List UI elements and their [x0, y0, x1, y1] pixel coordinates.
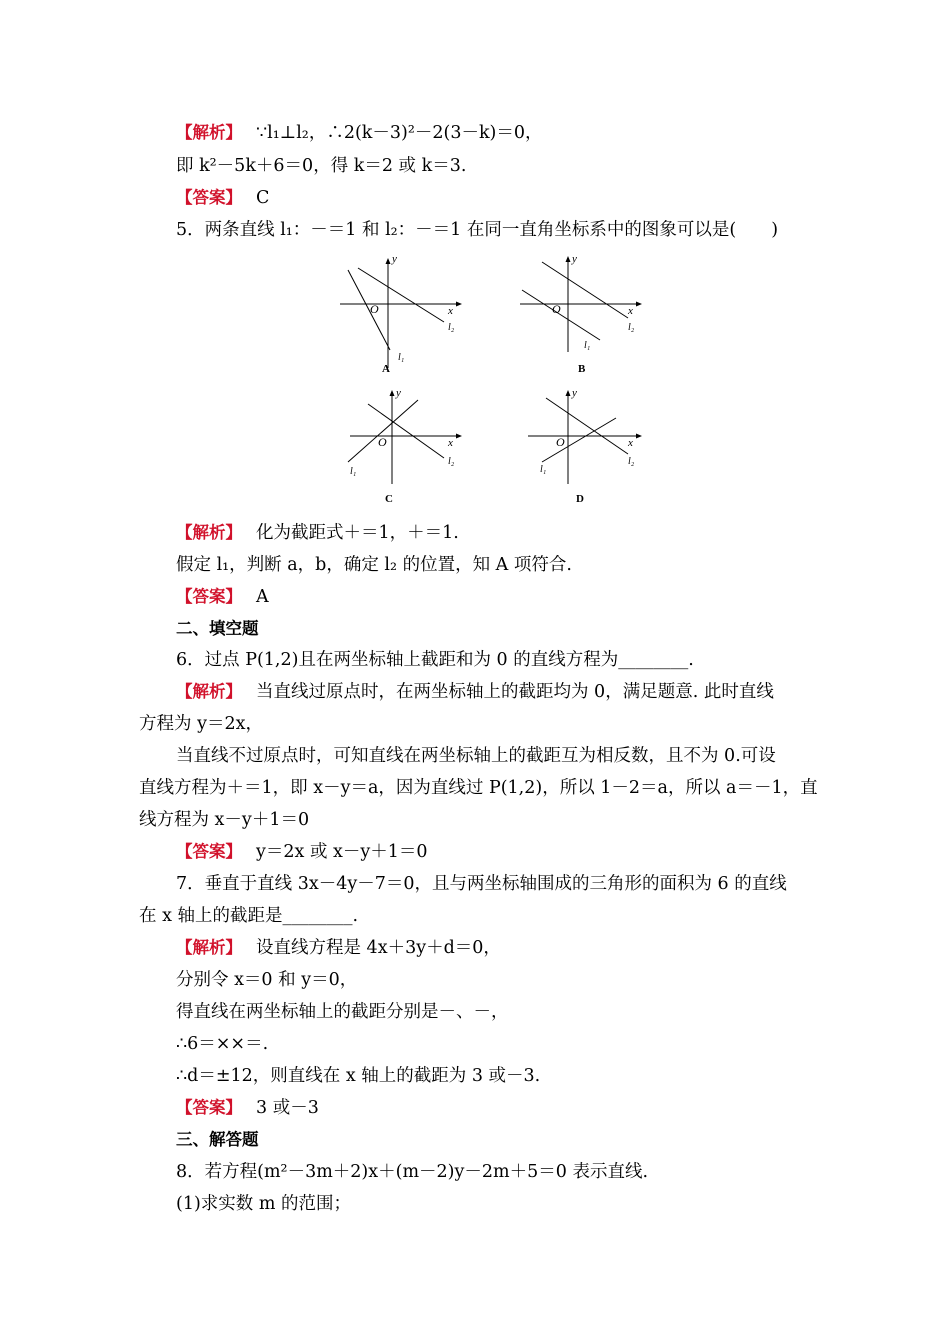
figure-option-c	[340, 382, 470, 511]
x-label: x	[448, 437, 453, 449]
q4-analysis-line-2: 即 k²－5k＋6＝0，得 k＝2 或 k＝3.	[176, 156, 467, 176]
y-label: y	[572, 253, 577, 265]
origin-label: O	[556, 435, 565, 449]
q6-answer-value: y＝2x 或 x－y＋1＝0	[256, 842, 428, 862]
q6-analysis-line-3: 当直线不过原点时，可知直线在两坐标轴上的截距互为相反数，且不为 0.可设	[176, 746, 776, 766]
answer-tag: 【答案】	[176, 188, 242, 207]
x-axis-arrow	[636, 302, 642, 307]
q5-stem: 5．两条直线 l₁：－＝1 和 l₂：－＝1 在同一直角坐标系中的图象可以是( )	[176, 220, 779, 240]
answer-tag: 【答案】	[176, 587, 242, 606]
line-l1	[348, 400, 418, 462]
origin-label: O	[378, 435, 387, 449]
figure-option-d	[520, 382, 650, 511]
q4-answer-line	[176, 186, 269, 210]
q7-analysis-text-1: 设直线方程是 4x＋3y＋d＝0，	[256, 938, 501, 958]
q5-answer-line	[176, 585, 269, 609]
l2-label: l₂	[448, 456, 455, 467]
origin-label: O	[370, 302, 379, 316]
figure-option-b	[520, 250, 650, 379]
l1-label: l₁	[584, 340, 591, 351]
q5-analysis-text-1: 化为截距式＋＝1，＋＝1.	[256, 523, 459, 543]
y-label: y	[572, 387, 577, 399]
option-letter: C	[385, 493, 393, 505]
analysis-tag: 【解析】	[176, 523, 242, 542]
line-l1	[348, 270, 390, 350]
q6-analysis-line-5: 线方程为 x－y＋1＝0	[139, 810, 310, 830]
q6-analysis-line-1	[176, 680, 774, 704]
q7-analysis-line-3: 得直线在两坐标轴上的截距分别是－、－，	[176, 1002, 509, 1022]
line-l2	[368, 404, 444, 458]
section-fill-in-heading: 二、填空题	[176, 619, 259, 638]
q8-part-1: (1)求实数 m 的范围；	[176, 1194, 352, 1214]
q6-analysis-text-1: 当直线过原点时，在两坐标轴上的截距均为 0，满足题意. 此时直线	[256, 682, 774, 702]
option-letter: D	[576, 493, 584, 505]
l2-label: l₂	[628, 456, 635, 467]
l1-label: l₁	[350, 466, 357, 477]
q7-analysis-line-4: ∴6＝××＝.	[176, 1034, 269, 1054]
x-label: x	[448, 305, 453, 317]
y-axis-arrow	[566, 256, 571, 262]
q5-analysis-line-1	[176, 521, 459, 545]
q7-answer-line	[176, 1096, 319, 1120]
y-axis-arrow	[566, 390, 571, 396]
q5-answer-value: A	[256, 587, 269, 607]
figure-option-a	[340, 250, 470, 379]
y-axis-arrow	[386, 258, 391, 264]
y-label: y	[396, 387, 401, 399]
analysis-tag: 【解析】	[176, 938, 242, 957]
line-l1	[522, 290, 600, 340]
q6-analysis-line-4: 直线方程为＋＝1，即 x－y＝a，因为直线过 P(1,2)，所以 1－2＝a，所以 a＝－1，直	[139, 778, 818, 798]
q5-analysis-line-2: 假定 l₁，判断 a，b，确定 l₂ 的位置，知 A 项符合.	[176, 555, 572, 575]
y-label: y	[392, 253, 397, 265]
q7-answer-value: 3 或－3	[256, 1098, 319, 1118]
q6-analysis-line-2: 方程为 y＝2x，	[139, 714, 263, 734]
l1-label: l₁	[398, 352, 405, 363]
q6-answer-line	[176, 840, 428, 864]
q4-analysis-line-1	[176, 121, 543, 145]
l2-label: l₂	[448, 322, 455, 333]
analysis-tag: 【解析】	[176, 123, 242, 142]
q7-analysis-line-5: ∴d＝±12，则直线在 x 轴上的截距为 3 或－3.	[176, 1066, 541, 1086]
line-l1	[542, 418, 616, 462]
q7-analysis-line-1	[176, 936, 501, 960]
l1-label: l₁	[540, 464, 547, 475]
y-axis-arrow	[390, 390, 395, 396]
x-axis-arrow	[456, 434, 462, 439]
q4-answer-value: C	[256, 188, 270, 208]
q7-analysis-line-2: 分别令 x＝0 和 y＝0，	[176, 970, 358, 990]
q4-analysis-text-1: ∵l₁⊥l₂，∴2(k－3)²－2(3－k)＝0，	[256, 123, 543, 143]
answer-tag: 【答案】	[176, 1098, 242, 1117]
option-letter: B	[578, 363, 586, 375]
q6-stem: 6．过点 P(1,2)且在两坐标轴上截距和为 0 的直线方程为________.	[176, 650, 694, 670]
l2-label: l₂	[628, 322, 635, 333]
origin-label: O	[552, 302, 561, 316]
x-label: x	[628, 305, 633, 317]
x-label: x	[628, 437, 633, 449]
x-axis-arrow	[456, 302, 462, 307]
analysis-tag: 【解析】	[176, 682, 242, 701]
x-axis-arrow	[636, 434, 642, 439]
q7-stem-line-2: 在 x 轴上的截距是________.	[139, 906, 359, 926]
answer-tag: 【答案】	[176, 842, 242, 861]
option-letter: A	[382, 363, 390, 375]
q7-stem-line-1: 7．垂直于直线 3x－4y－7＝0，且与两坐标轴围成的三角形的面积为 6 的直线	[176, 874, 787, 894]
q8-stem: 8．若方程(m²－3m＋2)x＋(m－2)y－2m＋5＝0 表示直线.	[176, 1162, 649, 1182]
section-solution-heading: 三、解答题	[176, 1130, 259, 1149]
